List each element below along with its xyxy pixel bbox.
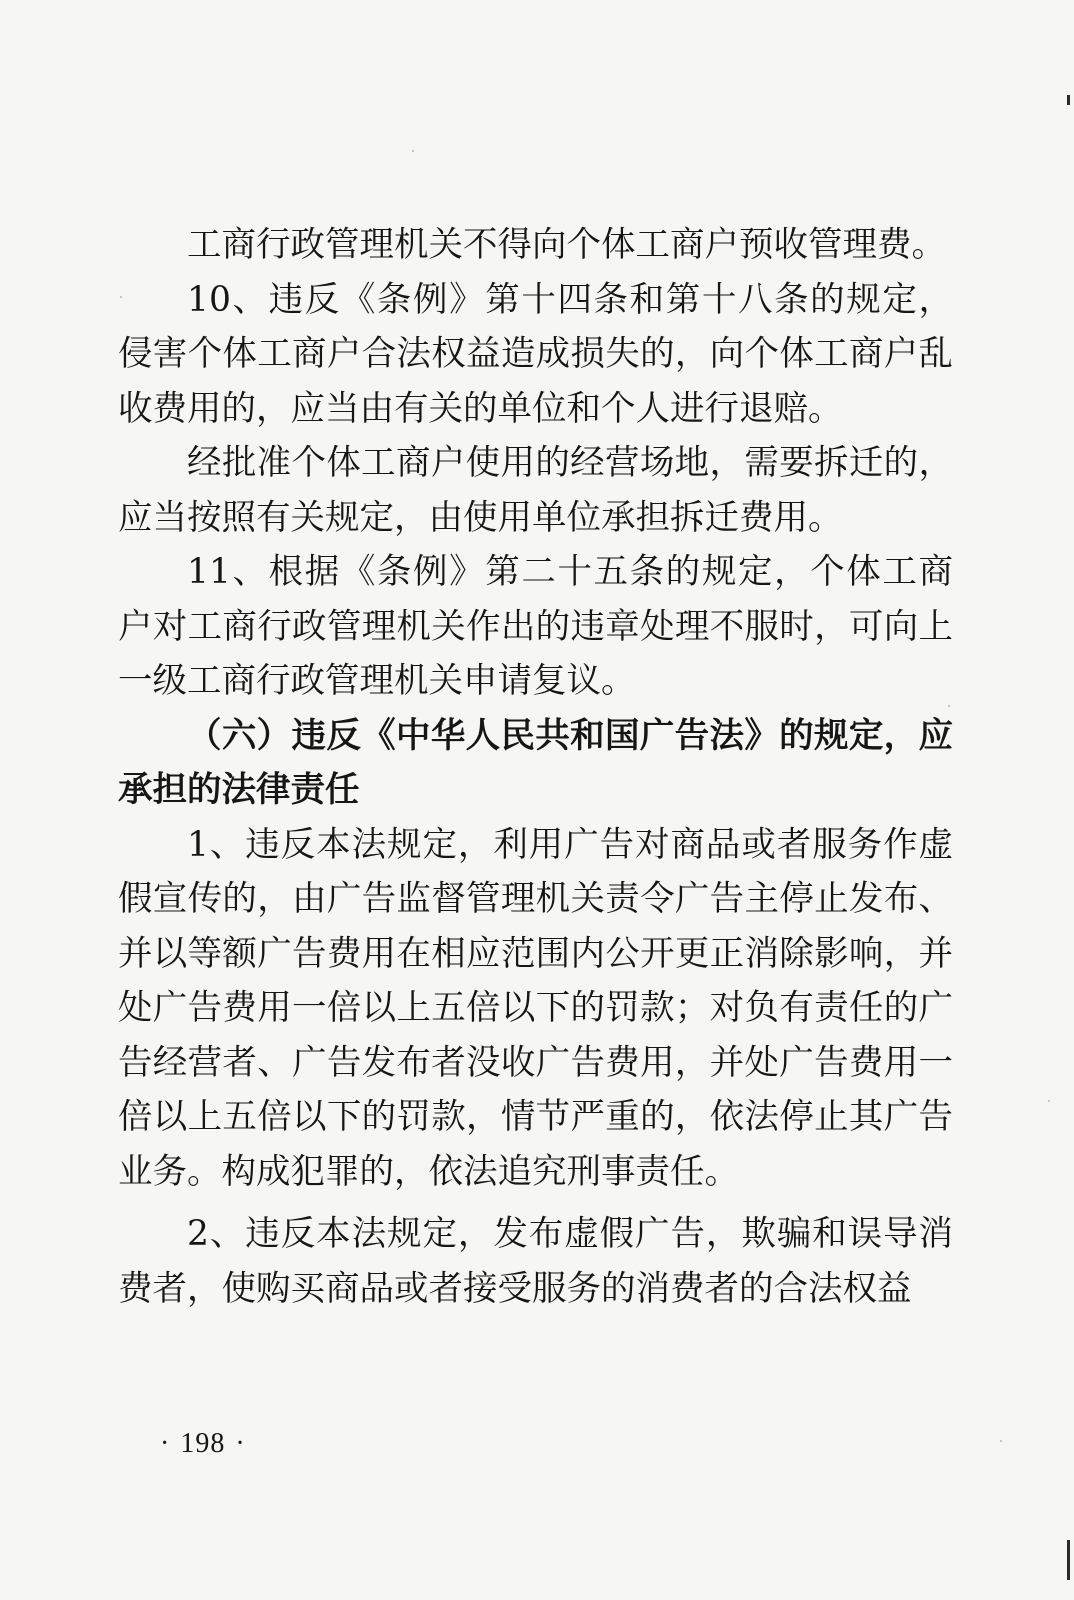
scan-speck [1048,1100,1050,1102]
paragraph: 工商行政管理机关不得向个体工商户预收管理费。 [187,225,946,265]
scan-speck [1000,1440,1002,1442]
paragraph: 10、违反《条例》第十四条和第十八条的规定，侵害个体工商户合法权益造成损失的，向个体工商户乱收费用的，应当由有关的单位和个人进行退赔。 [118,279,953,429]
scan-edge-mark [1067,95,1070,105]
paragraph: 经批准个体工商户使用的经营场地，需要拆迁的，应当按照有关规定，由使用单位承担拆迁费用。 [118,443,953,538]
page-number-value: 198 [180,1428,226,1459]
folio-dot-right: · [235,1428,246,1459]
paragraph: 1、违反本法规定，利用广告对商品或者服务作虚假宣传的，由广告监督管理机关责令广告主停止发布、并以等额广告费用在相应范围内公开更正消除影响，并处广告费用一倍以上五倍以下的罚款；对负有责任的广告经营者、广告发布者没收广告费用，并处广告费用一倍以上五倍以下的罚款，情节严重的，依法停止其广告业务。构成犯罪的，依法追究刑事责任。 [118,824,953,1192]
scan-speck [412,150,414,152]
section-heading: （六）违反《中华人民共和国广告法》的规定，应承担的法律责任 [118,715,953,810]
folio-dot-left: · [160,1428,171,1459]
page-body [118,218,953,1316]
paragraph: 11、根据《条例》第二十五条的规定，个体工商户对工商行政管理机关作出的违章处理不服时，可向上一级工商行政管理机关申请复议。 [118,552,953,701]
scan-edge-mark [1067,1540,1070,1580]
paragraph: 2、违反本法规定，发布虚假广告，欺骗和误导消费者，使购买商品或者接受服务的消费者的合法权益 [118,1214,953,1309]
page-number [150,1428,256,1460]
